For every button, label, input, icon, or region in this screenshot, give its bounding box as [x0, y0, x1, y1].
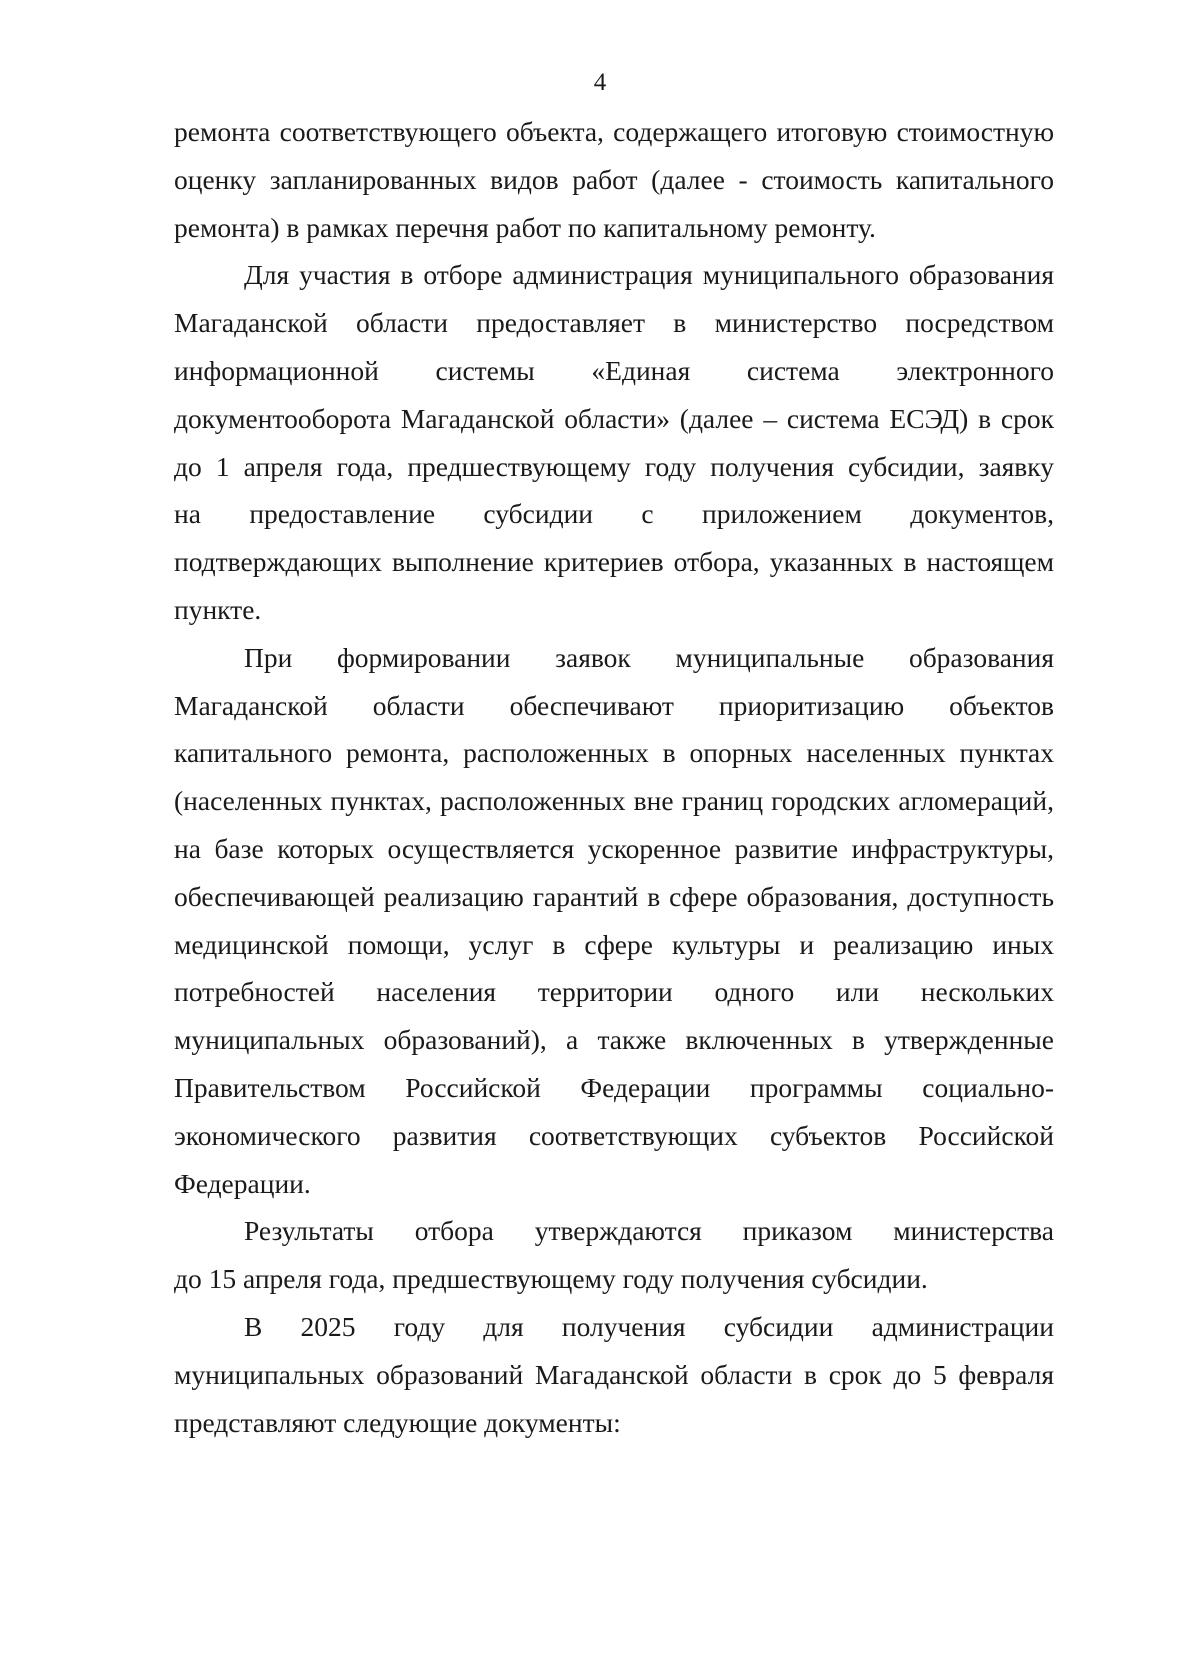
text-line: ремонта соответствующего объекта, содержащего итоговую стоимостную	[174, 116, 1054, 147]
document-body	[174, 108, 1054, 1446]
paragraph	[174, 108, 1054, 251]
paragraph	[174, 634, 1054, 1208]
text-line: Федерации.	[174, 1167, 311, 1199]
paragraph	[174, 1207, 1054, 1303]
text-line: до 15 апреля года, предшествующему году получения субсидии.	[174, 1263, 928, 1295]
text-line: медицинской помощи, услуг в сфере культуры и реализацию иных	[174, 928, 1054, 960]
text-line: муниципальных образований), а также включенных в утвержденные	[174, 1024, 1054, 1056]
text-line: (населенных пунктах, расположенных вне границ городских агломераций,	[174, 785, 1054, 817]
text-line: обеспечивающей реализацию гарантий в сфере образования, доступность	[174, 880, 1054, 912]
text-line: В 2025 году для получения субсидии администрации	[244, 1310, 1054, 1342]
text-line: пункте.	[174, 593, 262, 625]
page-number: 4	[593, 69, 607, 96]
text-line: Для участия в отборе администрация муниципального образования	[244, 259, 1054, 291]
text-line: экономического развития соответствующих субъектов Российской	[174, 1119, 1054, 1151]
text-line: оценку запланированных видов работ (далее - стоимость капитального	[174, 163, 1054, 195]
text-line: Правительством Российской Федерации программы социально-	[174, 1071, 1054, 1103]
text-line: документооборота Магаданской области» (далее – система ЕСЭД) в срок	[174, 402, 1054, 434]
text-line: муниципальных образований Магаданской области в срок до 5 февраля	[174, 1358, 1054, 1390]
text-line: потребностей населения территории одного или нескольких	[174, 976, 1054, 1008]
text-line: Магаданской области обеспечивают приоритизацию объектов	[174, 689, 1054, 721]
text-line: представляют следующие документы:	[174, 1406, 621, 1438]
paragraph	[174, 251, 1054, 633]
text-line: Результаты отбора утверждаются приказом министерства	[244, 1215, 1054, 1247]
text-line: подтверждающих выполнение критериев отбора, указанных в настоящем	[174, 546, 1054, 578]
text-line: Магаданской области предоставляет в министерство посредством	[174, 307, 1054, 339]
text-line: При формировании заявок муниципальные образования	[244, 641, 1054, 673]
text-line: информационной системы «Единая система электронного	[174, 354, 1054, 386]
text-line: до 1 апреля года, предшествующему году получения субсидии, заявку	[174, 450, 1054, 482]
text-line: капитального ремонта, расположенных в опорных населенных пунктах	[174, 737, 1054, 769]
paragraph	[174, 1303, 1054, 1446]
text-line: на предоставление субсидии с приложением документов,	[174, 498, 1054, 530]
text-line: на базе которых осуществляется ускоренное развитие инфраструктуры,	[174, 832, 1054, 864]
text-line: ремонта) в рамках перечня работ по капитальному ремонту.	[174, 211, 876, 243]
